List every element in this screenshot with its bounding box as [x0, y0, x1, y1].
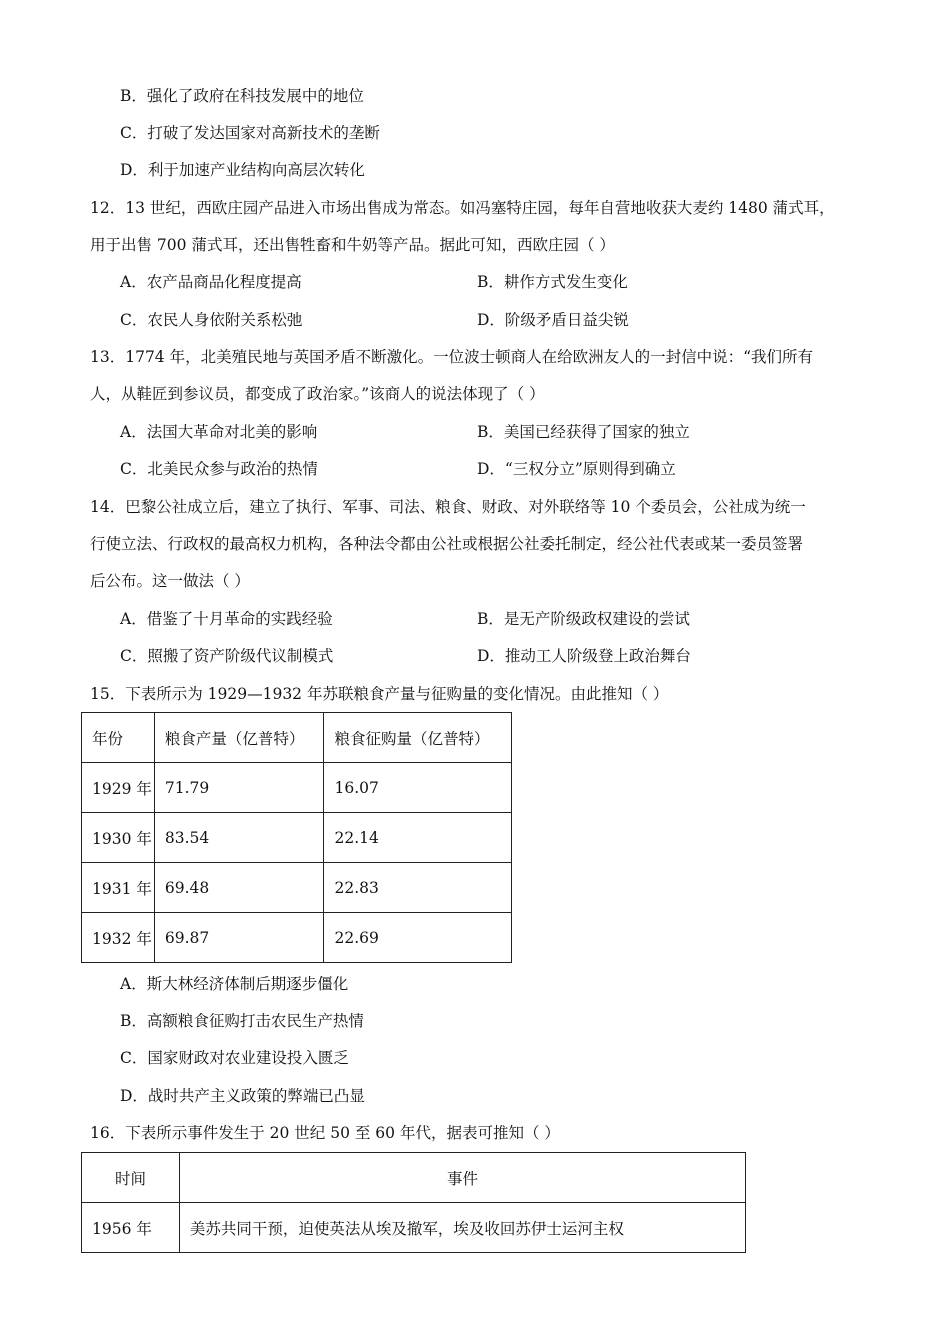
q12-option-c: C．农民人身依附关系松弛 [120, 311, 303, 329]
table-cell: 1930 年 [82, 813, 155, 863]
table-cell: 71.79 [154, 763, 324, 813]
table-cell: 1956 年 [82, 1203, 180, 1253]
table-header-cell: 事件 [179, 1153, 745, 1203]
q11-option-c: C．打破了发达国家对高新技术的垄断 [120, 124, 380, 142]
q14-option-d: D．推动工人阶级登上政治舞台 [477, 647, 691, 665]
table-cell: 1931 年 [82, 863, 155, 913]
q16-table [81, 1152, 746, 1253]
table-header-row [82, 1153, 746, 1203]
q14-stem-line2: 行使立法、行政权的最高权力机构，各种法令都由公社或根据公社委托制定，经公社代表或某一委员签署 [90, 535, 804, 553]
q14-option-b: B．是无产阶级政权建设的尝试 [477, 610, 690, 628]
q15-table [81, 712, 512, 963]
q12-stem-line2: 用于出售 700 蒲式耳，还出售牲畜和牛奶等产品。据此可知，西欧庄园（ ） [90, 236, 615, 254]
q15-option-a: A．斯大林经济体制后期逐步僵化 [120, 975, 349, 993]
q14-stem-line1: 14．巴黎公社成立后，建立了执行、军事、司法、粮食、财政、对外联络等 10 个委员会，公社成为统一 [90, 498, 806, 516]
q15-option-d: D．战时共产主义政策的弊端已凸显 [120, 1087, 365, 1105]
q11-option-d: D．利于加速产业结构向高层次转化 [120, 161, 365, 179]
q14-option-a: A．借鉴了十月革命的实践经验 [120, 610, 333, 628]
table-cell: 1932 年 [82, 913, 155, 963]
table-header-cell: 年份 [82, 713, 155, 763]
q13-option-a: A．法国大革命对北美的影响 [120, 423, 318, 441]
q11-option-b: B．强化了政府在科技发展中的地位 [120, 87, 364, 105]
q13-stem-line2: 人，从鞋匠到参议员，都变成了政治家。”该商人的说法体现了（ ） [90, 385, 545, 403]
table-header-cell: 粮食产量（亿普特） [154, 713, 324, 763]
q12-option-d: D．阶级矛盾日益尖锐 [477, 311, 629, 329]
q14-stem-line3: 后公布。这一做法（ ） [90, 572, 250, 590]
table-header-cell: 粮食征购量（亿普特） [324, 713, 512, 763]
table-cell: 美苏共同干预，迫使英法从埃及撤军，埃及收回苏伊士运河主权 [179, 1203, 745, 1253]
q14-option-c: C．照搬了资产阶级代议制模式 [120, 647, 334, 665]
q13-option-b: B．美国已经获得了国家的独立 [477, 423, 690, 441]
table-cell: 22.14 [324, 813, 512, 863]
table-cell: 69.48 [154, 863, 324, 913]
q15-option-b: B．高额粮食征购打击农民生产热情 [120, 1012, 364, 1030]
table-cell: 22.83 [324, 863, 512, 913]
table-cell: 1929 年 [82, 763, 155, 813]
q15-option-c: C．国家财政对农业建设投入匮乏 [120, 1049, 349, 1067]
table-row [82, 1203, 746, 1253]
table-row [82, 913, 512, 963]
q12-stem-line1: 12．13 世纪，西欧庄园产品进入市场出售成为常态。如冯塞特庄园，每年自营地收获大麦约 1480 蒲式耳， [90, 199, 835, 217]
q16-stem: 16．下表所示事件发生于 20 世纪 50 至 60 年代，据表可推知（ ） [90, 1124, 560, 1142]
q12-option-a: A．农产品商品化程度提高 [120, 273, 302, 291]
q13-option-c: C．北美民众参与政治的热情 [120, 460, 318, 478]
table-header-row [82, 713, 512, 763]
table-row [82, 763, 512, 813]
table-cell: 69.87 [154, 913, 324, 963]
table-cell: 83.54 [154, 813, 324, 863]
table-cell: 22.69 [324, 913, 512, 963]
table-row [82, 813, 512, 863]
table-row [82, 863, 512, 913]
q15-stem: 15．下表所示为 1929—1932 年苏联粮食产量与征购量的变化情况。由此推知（ ） [90, 685, 669, 703]
q13-stem-line1: 13．1774 年，北美殖民地与英国矛盾不断激化。一位波士顿商人在给欧洲友人的一封信中说：“我们所有 [90, 348, 814, 366]
q13-option-d: D．“三权分立”原则得到确立 [477, 460, 676, 478]
table-header-cell: 时间 [82, 1153, 180, 1203]
table-cell: 16.07 [324, 763, 512, 813]
q12-option-b: B．耕作方式发生变化 [477, 273, 628, 291]
